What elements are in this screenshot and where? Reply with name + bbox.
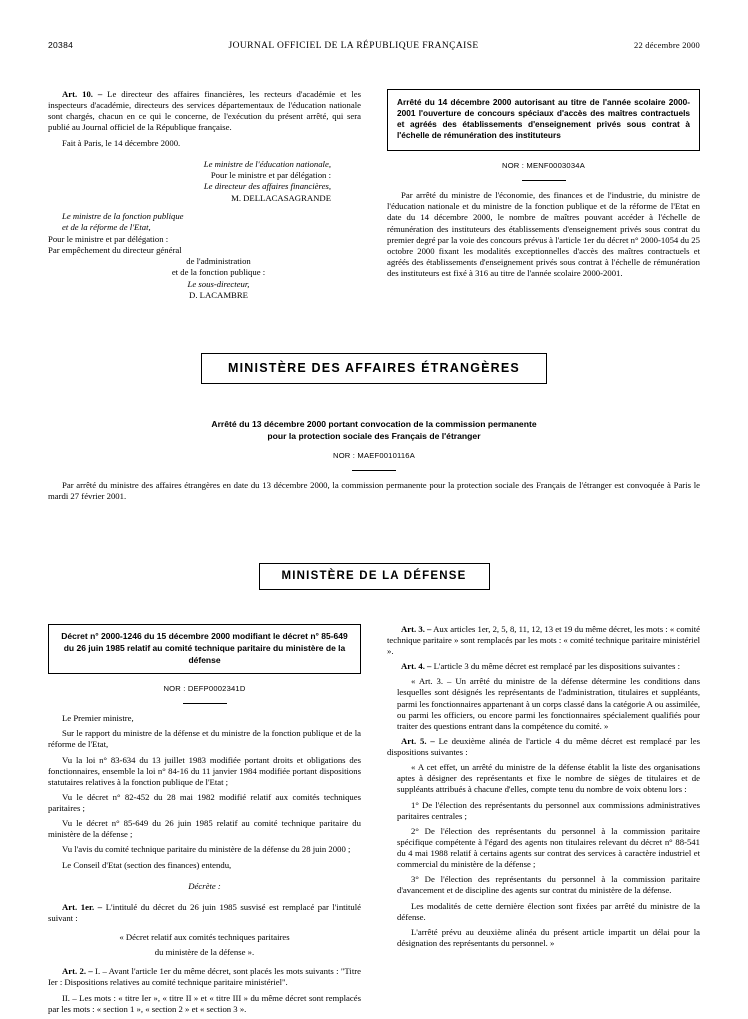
signature-1-line-1: Le ministre de l'éducation nationale, (203, 158, 331, 169)
signature-2-line-4: Par empêchement du directeur général (48, 244, 182, 255)
right-column-top (387, 89, 700, 283)
arrete-body-text: Par arrêté du ministre de l'économie, des finances et de l'industrie, du ministre de l'éducation nationale et du ministre de la fonction publique et de la réforme de l'Etat en date du 14 décembre 2000, le nombre de maîtres pouvant accéder à l'échelle de rémunération des instituteurs des établissements d'enseignement privés sous contrat du premier degré par la voie des concours prévus à l'article 1er du décret n° 2000-1054 du 25 octobre 2000 fixant les modalités exceptionnelles d'accès des maîtres contractuels et agréés des établissements d'enseignement privés sous contrat à l'échelle de rémunération des instituteurs est fixé à 316 au titre de l'année scolaire 2000-2001. (387, 190, 700, 279)
defense-article-2-part-2: II. – Les mots : « titre Ier », « titre II » et « titre III » du même décret sont remplacés par les mots : « section 1 », « section 2 » et « section 3 ». (48, 992, 361, 1014)
defense-article-5-item-3: 3° De l'élection des représentants du personnel à la commission paritaire d'avancement et de discipline des agents sur contrat du ministère de la défense. (397, 874, 700, 896)
defense-article-5-item-2: 2° De l'élection des représentants du personnel à la commission paritaire spécifique compétente à l'égard des agents non titulaires relevant du décret n° 88-541 du 4 mai 1988 relatif à certains agents sur contrat des services à caractère industriel et commercial du ministère de la défense ; (397, 825, 700, 870)
signature-2-line-7: Le sous-directeur, (187, 278, 250, 289)
defense-article-4: Art. 4. – L'article 3 du même décret est remplacé par les dispositions suivantes : (401, 661, 681, 672)
nor-code-menf: NOR : MENF0003034A (502, 161, 585, 171)
left-column-top (48, 89, 361, 301)
ministry-banner-defense-wrap (48, 563, 700, 590)
divider-rule-2 (352, 470, 396, 471)
defense-article-3: Art. 3. – Aux articles 1er, 2, 5, 8, 11, 12, 13 et 19 du même décret, les mots : « comité technique paritaire » sont remplacés par les mots : « comité technique paritaire ministériel ». (387, 623, 700, 657)
signature-2-name: D. LACAMBRE (189, 290, 248, 301)
arrete-title-box (387, 89, 700, 151)
folio-number: 20384 (48, 40, 74, 50)
defense-left-column (48, 624, 361, 1019)
defense-article-5-para-1: Les modalités de cette dernière élection sont fixées par arrêté du ministre de la défense. (397, 900, 700, 922)
ministry-banner-defense: MINISTÈRE DE LA DÉFENSE (259, 563, 490, 590)
signature-2-line-1: Le ministre de la fonction publique (62, 210, 184, 221)
nor-code-defp: NOR : DEFP0002341D (163, 684, 246, 694)
decree-title: Décret n° 2000-1246 du 15 décembre 2000 modifiant le décret n° 85-649 du 26 juin 1985 relatif au comité technique paritaire du ministère de la défense (61, 630, 348, 665)
foreign-affairs-body: Par arrêté du ministre des affaires étrangères en date du 13 décembre 2000, la commission permanente pour la protection sociale des Français de l'étranger est convoquée à Paris le mardi 27 février 2001. (48, 480, 700, 502)
divider-rule-3 (183, 703, 227, 704)
nor-code-maef: NOR : MAEF0010116A (333, 451, 415, 461)
defense-article-5-item-1: 1° De l'élection des représentants du personnel aux commissions administratives paritaires centrales ; (397, 799, 700, 821)
defense-p7: Le Conseil d'Etat (section des finances) entendu, (62, 859, 232, 870)
defense-article-5-quote: « A cet effet, un arrêté du ministre de la défense établit la liste des organisations aptes à désigner des représentants et fixe le nombre de sièges de titulaires et de suppléants attribués à chacune d'elles, compte tenu du nombre de voix obtenu lors : (397, 762, 700, 795)
defense-article-4-quote: « Art. 3. – Un arrêté du ministre de la défense détermine les conditions dans lesquelles sont désignés les représentants de l'administration, titulaires et suppléants, parmi les fonctionnaires appartenant à un corps classé dans la catégorie A ou assimilée, ou parmi les officiers, ou encore parmi les fonctionnaires spécialement qualifiés pour traiter des questions entrant dans la compétence du comité. » (397, 676, 700, 731)
defense-right-column (387, 624, 700, 953)
divider-rule (522, 180, 566, 181)
signature-1-name: M. DELLACASAGRANDE (231, 192, 331, 203)
defense-article-2-part-1: Art. 2. – I. – Avant l'article 1er du même décret, sont placés les mots suivants : "Titre Ier : Dispositions relatives au comité technique paritaire ministériel". (48, 966, 361, 988)
defense-article-1-quote-2: du ministère de la défense ». (154, 947, 255, 958)
signature-1-line-2: Pour le ministre et par délégation : (210, 169, 331, 180)
defense-p4: Vu le décret n° 82-452 du 28 mai 1982 modifié relatif aux comités techniques paritaires ; (48, 791, 361, 814)
fait-a-paris: Fait à Paris, le 14 décembre 2000. (62, 137, 181, 148)
defense-p5: Vu le décret n° 85-649 du 26 juin 1985 relatif au comité technique paritaire du ministère de la défense ; (48, 818, 361, 840)
defense-p1: Le Premier ministre, (62, 713, 134, 724)
signature-1-line-3: Le directeur des affaires financières, (203, 181, 331, 192)
defense-columns (48, 624, 700, 1019)
journal-title: JOURNAL OFFICIEL DE LA RÉPUBLIQUE FRANÇAISE (228, 41, 479, 51)
signature-2-line-6: et de la fonction publique : (171, 267, 266, 278)
ministry-banner-foreign-affairs: MINISTÈRE DES AFFAIRES ÉTRANGÈRES (201, 353, 547, 384)
foreign-affairs-title-line-1: Arrêté du 13 décembre 2000 portant convocation de la commission permanente (211, 419, 537, 430)
signature-2-line-5: de l'administration (186, 256, 251, 267)
defense-article-5-para-2: L'arrêté prévu au deuxième alinéa du présent article impartit un délai pour la désignation des représentants du personnel. » (397, 926, 700, 948)
foreign-affairs-title-line-2: pour la protection sociale des Français de l'étranger (267, 431, 481, 442)
foreign-affairs-section (48, 418, 700, 502)
signature-2-line-2: et de la réforme de l'Etat, (62, 222, 151, 233)
publication-date: 22 décembre 2000 (634, 40, 700, 50)
arrete-title: Arrêté du 14 décembre 2000 autorisant au titre de l'année scolaire 2000-2001 l'ouverture de concours spéciaux d'accès des maîtres contractuels et agréés des établissements d'enseignement privés sous contrat à l'échelle de rémunération des instituteurs (397, 97, 690, 141)
decrete-word: Décrète : (188, 880, 221, 891)
signature-2-line-3: Pour le ministre et par délégation : (48, 233, 169, 244)
article-10-text: Art. 10. – Le directeur des affaires financières, les recteurs d'académie et les inspecteurs d'académie, directeurs des services départementaux de l'éducation nationale sont chargés, chacun en ce qui le concerne, de l'exécution du présent arrêté, qui sera publié au Journal officiel de la République française. (48, 89, 361, 133)
defense-p6: Vu l'avis du comité technique paritaire du ministère de la défense du 28 juin 2000 ; (62, 844, 351, 855)
defense-article-1-quote-1: « Décret relatif aux comités techniques paritaires (119, 932, 290, 943)
defense-p2: Sur le rapport du ministre de la défense et du ministre de la fonction publique et de la réforme de l'Etat, (48, 728, 361, 750)
ministry-banner-foreign-affairs-wrap (48, 353, 700, 384)
decree-title-box (48, 624, 361, 675)
defense-p3: Vu la loi n° 83-634 du 13 juillet 1983 modifiée portant droits et obligations des fonctionnaires, ensemble la loi n° 84-16 du 11 janvier 1984 modifiée portant dispositions statutaires relatives à la fonction publique de l'Etat ; (48, 754, 361, 787)
top-columns (48, 89, 700, 301)
defense-article-5: Art. 5. – Le deuxième alinéa de l'article 4 du même décret est remplacé par les dispositions suivantes : (387, 735, 700, 758)
page-header (48, 40, 700, 51)
defense-article-1: Art. 1er. – L'intitulé du décret du 26 juin 1985 susvisé est remplacé par l'intitulé suivant : (48, 901, 362, 923)
